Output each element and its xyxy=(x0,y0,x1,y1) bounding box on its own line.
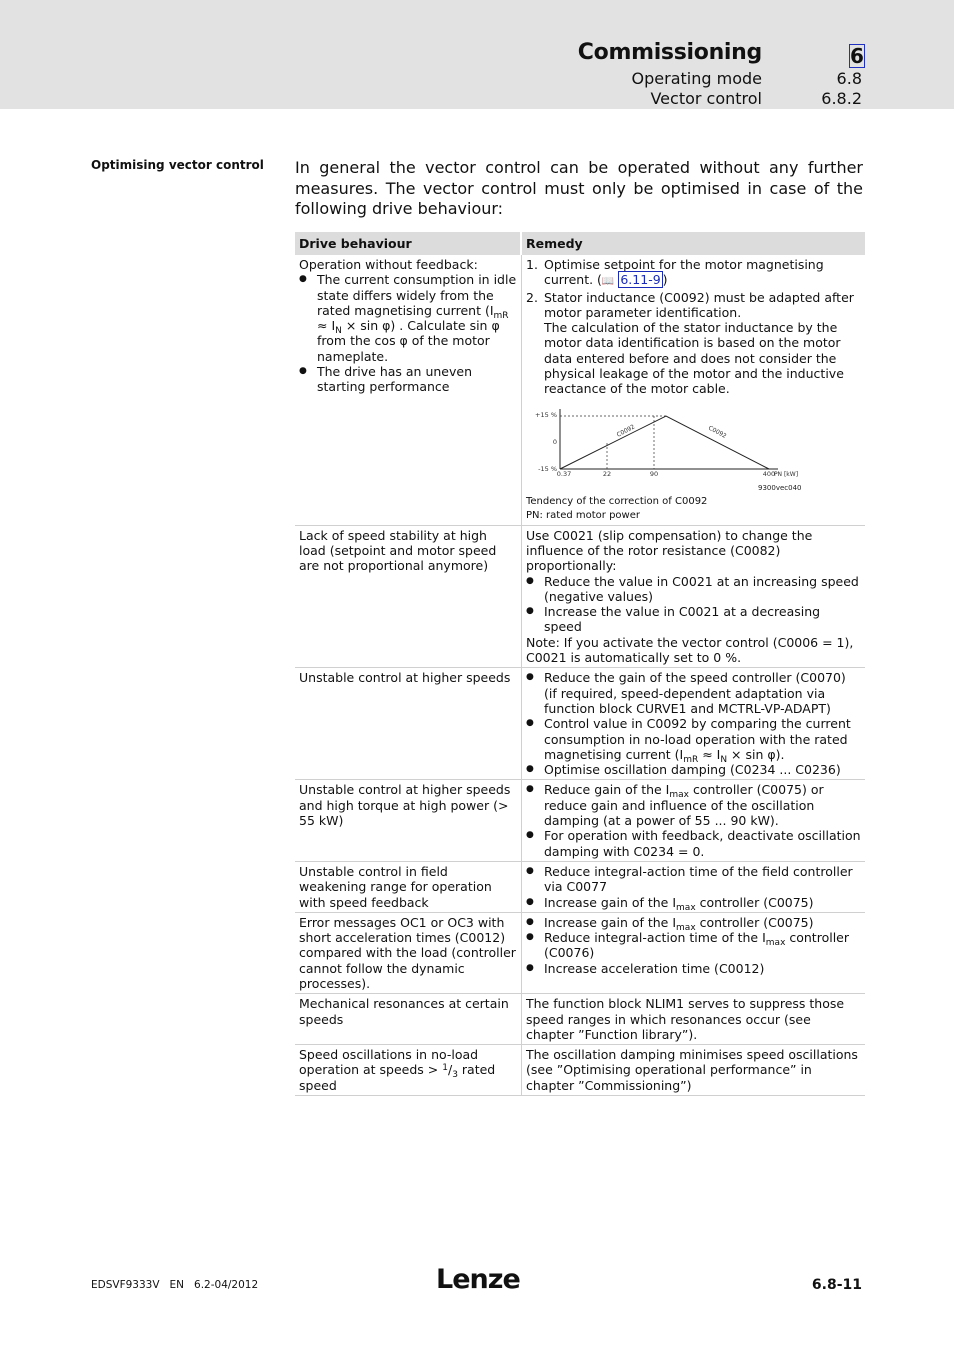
list-item: ● Increase gain of the $I_{max}$ controller (C0075) xyxy=(526,915,861,930)
list-item: ● Increase the value in C0021 at a decreasing speed xyxy=(526,604,861,635)
behaviour-cell: Error messages OC1 or OC3 with short acceleration times (C0012) compared with the load (controller cannot follow the dynamic processes). xyxy=(295,913,522,994)
figure-id: 9300vec040 xyxy=(758,483,802,492)
page-number: 6.8-11 xyxy=(811,1277,862,1293)
remedy-cell: The function block NLIM1 serves to suppress those speed ranges in which resonances occur (see chapter ”Function library”). xyxy=(522,994,865,1045)
side-heading: Optimising vector control xyxy=(91,158,264,172)
page-reference-link[interactable]: 6.11-9 xyxy=(620,272,661,288)
list-item: ● Optimise oscillation damping (C0234 ... C0236) xyxy=(526,762,861,777)
x-tick-label: 90 xyxy=(649,469,659,478)
x-tick-label: 400 xyxy=(762,469,776,478)
list-item: ● The current consumption in idle state differs widely from the rated magnetising current $(I_{mR} \approx I_N \times \sin \varphi)$ . Calculate sin φ from the cos φ of the motor nameplate. xyxy=(299,272,517,364)
column-header-behaviour: Drive behaviour xyxy=(295,232,522,255)
list-item: ● Reduce integral-action time of the $I_{max}$ controller (C0076) xyxy=(526,930,861,961)
c0092-correction-chart xyxy=(526,405,826,495)
remedy-cell xyxy=(522,668,865,780)
note-text: Note: If you activate the vector control (C0006 = 1), C0021 is automatically set to 0 %. xyxy=(526,634,854,666)
line-label: C0092 xyxy=(707,424,728,440)
table-row xyxy=(295,526,865,669)
behaviour-cell xyxy=(295,255,522,526)
section-number: 6.8 xyxy=(836,69,862,88)
table-row xyxy=(295,668,865,780)
subsection-label: Vector control xyxy=(650,89,762,108)
chapter-number-link[interactable]: 6 xyxy=(850,44,864,68)
column-header-remedy: Remedy xyxy=(522,232,865,255)
chapter-title: Commissioning xyxy=(577,40,762,65)
series-line-c0092 xyxy=(560,416,769,469)
list-item: ● Reduce the value in C0021 at an increasing speed (negative values) xyxy=(526,574,861,605)
table-row xyxy=(295,862,865,913)
section-label: Operating mode xyxy=(631,69,762,88)
y-tick-label: 0 xyxy=(552,437,557,446)
remedy-cell xyxy=(522,780,865,861)
table-row xyxy=(295,1045,865,1096)
behaviour-cell: Unstable control at higher speeds and high torque at high power (> 55 kW) xyxy=(295,780,522,861)
x-tick-label: 0.37 xyxy=(556,469,572,478)
behaviour-lead: Operation without feedback: xyxy=(299,257,478,272)
document-id: EDSVF9333V EN 6.2-04/2012 xyxy=(91,1279,259,1291)
remedy-cell xyxy=(522,862,865,913)
list-item: ● Increase acceleration time (C0012) xyxy=(526,961,861,976)
list-item: ● Reduce integral-action time of the field controller via C0077 xyxy=(526,864,861,895)
chart-caption-legend: PN: rated motor power xyxy=(526,509,640,521)
behaviour-cell: Mechanical resonances at certain speeds xyxy=(295,994,522,1045)
y-tick-label: -15 % xyxy=(538,464,557,473)
remedy-cell: The oscillation damping minimises speed oscillations (see ”Optimising operational performance” in chapter ”Commissioning”) xyxy=(522,1045,865,1096)
table-row xyxy=(295,255,865,526)
list-item: ● Reduce the gain of the speed controller (C0070) (if required, speed-dependent adaptation via function block CURVE1 and MCTRL-VP-ADAPT) xyxy=(526,670,861,716)
remedy-cell: Use C0021 (slip compensation) to change the influence of the rotor resistance (C0082) proportionally: ● Reduce the value in C0021 at an increasing speed (negative values) ● Increase the value in C0021 at a decreasing speed Note: If you activate the vector control (C0006 = 1), C0021 is automatically set to 0 %. xyxy=(522,526,865,669)
x-tick-label: 22 xyxy=(602,469,612,478)
list-item: ● Control value in C0092 by comparing the current consumption in no-load operation with the rated magnetising current $(I_{mR} \approx I_N \times \sin \varphi)$. xyxy=(526,716,861,762)
book-icon: 📖 xyxy=(601,276,615,288)
lenze-logo: Lenze xyxy=(436,1264,520,1295)
list-item: ● The drive has an uneven starting performance xyxy=(299,364,517,395)
intro-paragraph: In general the vector control can be operated without any further measures. The vector control must only be optimised in case of the following drive behaviour: xyxy=(295,158,863,218)
table-row xyxy=(295,994,865,1045)
list-item: ● For operation with feedback, deactivate oscillation damping with C0234 = 0. xyxy=(526,828,861,859)
subsection-number: 6.8.2 xyxy=(821,89,862,108)
list-item: 1. Optimise setpoint for the motor magnetising current. (📖 6.11-9 ) xyxy=(526,257,824,288)
page-header xyxy=(0,0,954,109)
behaviour-cell: Speed oscillations in no-load operation at speeds > $^1/_3$ rated speed xyxy=(295,1045,522,1096)
table-row xyxy=(295,780,865,861)
line-label: C0092 xyxy=(615,423,637,439)
y-tick-label: +15 % xyxy=(535,410,557,419)
behaviour-cell: Lack of speed stability at high load (setpoint and motor speed are not proportional anymore) xyxy=(295,526,522,669)
drive-behaviour-table xyxy=(295,232,865,1096)
table-row xyxy=(295,913,865,994)
list-item: 2. Stator inductance (C0092) must be adapted after motor parameter identification. The calculation of the stator inductance by the motor data identification is based on the motor data entered before and does not consider the physical leakage of the motor and the inductive reactance of the motor cable. xyxy=(526,289,854,397)
table-header-row xyxy=(295,232,865,255)
remedy-cell xyxy=(522,913,865,994)
chart-caption: Tendency of the correction of C0092 xyxy=(526,495,708,507)
behaviour-cell: Unstable control in field weakening range for operation with speed feedback xyxy=(295,862,522,913)
x-axis-label: PN [kW] xyxy=(773,470,799,478)
list-item: ● Increase gain of the $I_{max}$ controller (C0075) xyxy=(526,895,861,910)
list-item: ● Reduce gain of the $I_{max}$ controller (C0075) or reduce gain and influence of the oscillation damping (at a power of 55 ... 90 kW). xyxy=(526,782,861,828)
remedy-cell xyxy=(522,255,865,526)
behaviour-cell: Unstable control at higher speeds xyxy=(295,668,522,780)
